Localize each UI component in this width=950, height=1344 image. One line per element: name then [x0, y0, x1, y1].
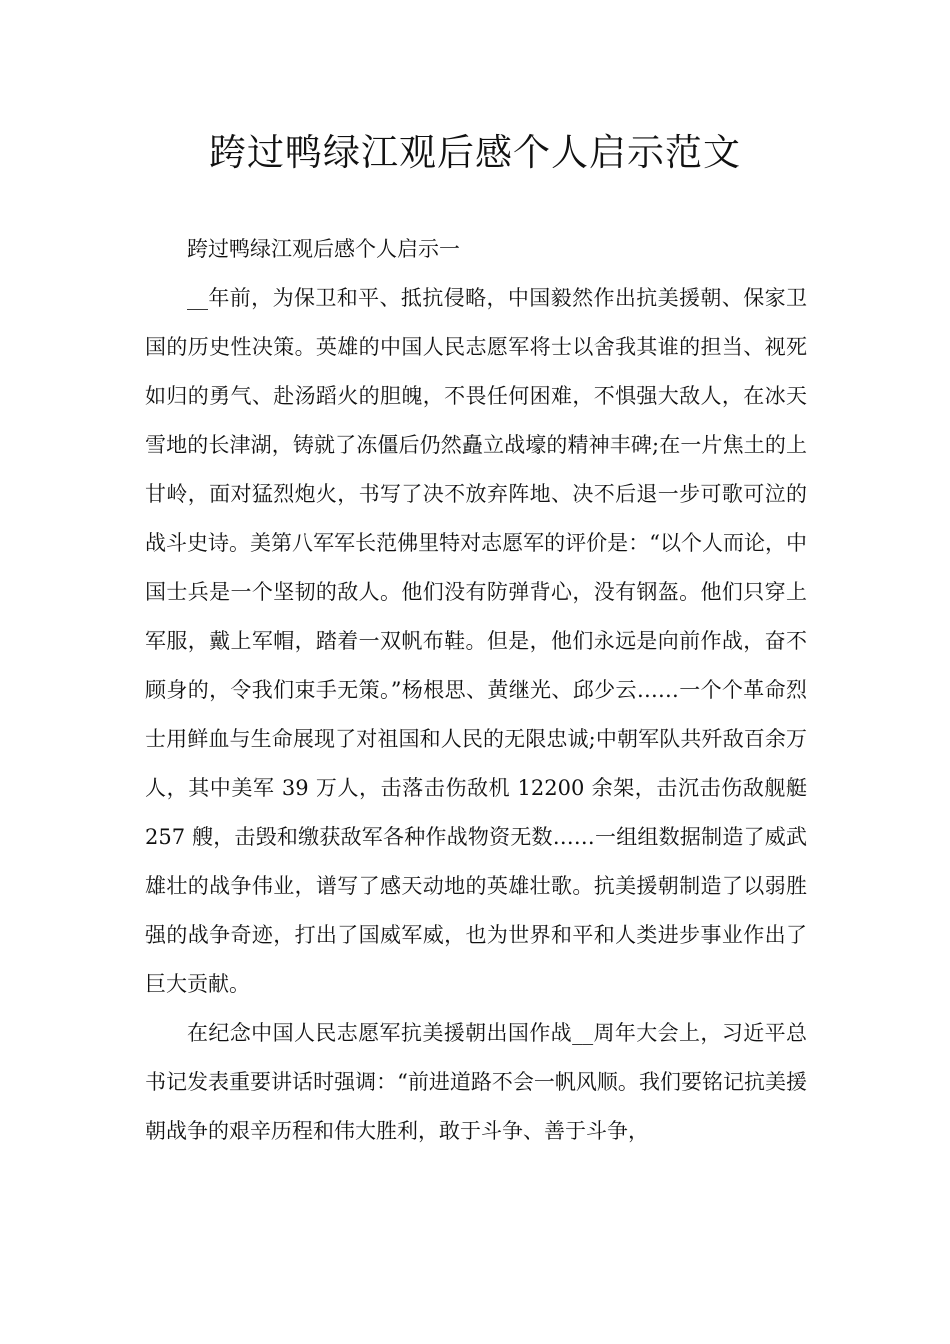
paragraph-history: __年前，为保卫和平、抵抗侵略，中国毅然作出抗美援朝、保家卫国的历史性决策。英雄的中国人民志愿军将士以舍我其谁的担当、视死如归的勇气、赴汤蹈火的胆魄，不畏任何困难，不惧强大敌人，在冰天雪地的长津湖，铸就了冻僵后仍然矗立战壕的精神丰碑;在一片焦土的上甘岭，面对猛烈炮火，书写了决不放弃阵地、决不后退一步可歌可泣的战斗史诗。美第八军军长范佛里特对志愿军的评价是：“以个人而论，中国士兵是一个坚韧的敌人。他们没有防弹背心，没有钢盔。他们只穿上军服，戴上军帽，踏着一双帆布鞋。但是，他们永远是向前作战，奋不顾身的，令我们束手无策。”杨根思、黄继光、邱少云……一个个革命烈士用鲜血与生命展现了对祖国和人民的无限忠诚;中朝军队共歼敌百余万人，其中美军 39 万人，击落击伤敌机 12200 余架，击沉击伤敌舰艇 257 艘，击毁和缴获敌军各种作战物资无数……一组组数据制造了威武雄壮的战争伟业，谱写了感天动地的英雄壮歌。抗美援朝制造了以弱胜强的战争奇迹，打出了国威军威，也为世界和平和人类进步事业作出了巨大贡献。	[145, 286, 807, 996]
document-body	[145, 225, 807, 1156]
paragraph-speech: 在纪念中国人民志愿军抗美援朝出国作战__周年大会上，习近平总书记发表重要讲话时强调：“前进道路不会一帆风顺。我们要铭记抗美援朝战争的艰辛历程和伟大胜利，敢于斗争、善于斗争，	[145, 1021, 807, 1143]
document-title: 跨过鸭绿江观后感个人启示范文	[209, 131, 741, 174]
section-subheading: 跨过鸭绿江观后感个人启示一	[187, 237, 460, 261]
